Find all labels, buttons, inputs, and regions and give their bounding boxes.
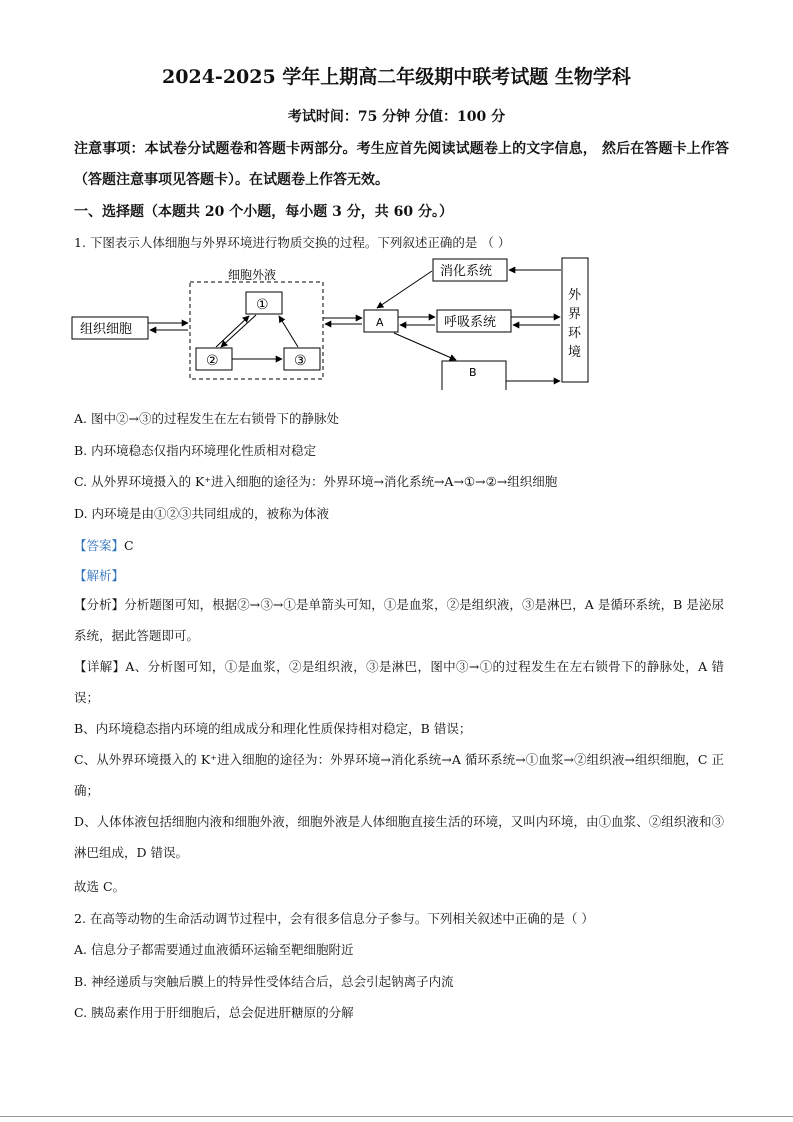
arrow-digestive-to-a: [377, 271, 432, 308]
q1-option-a: A. 图中②→③的过程发生在左右锁骨下的静脉处: [74, 411, 339, 426]
q1-stem: 1. 下图表示人体细胞与外界环境进行物质交换的过程。下列叙述正确的是 （ ）: [74, 235, 511, 250]
analysis-tag: 【解析】: [74, 568, 125, 583]
notice: 注意事项：本试卷分试题卷和答题卡两部分。考生应首先阅读试题卷上的文字信息， 然后在答题卡上作答（答题注意事项见答题卡）。在试题卷上作答无效。: [74, 141, 729, 188]
tissue-cell-label: 组织细胞: [80, 322, 133, 337]
fenxi-tag: 【分析】: [74, 597, 125, 612]
answer-value: C: [124, 538, 134, 553]
external-char: 境: [568, 345, 582, 360]
external-char: 环: [568, 326, 582, 341]
detail-a-text: A、分析图可知，①是血浆，②是组织液，③是淋巴，图中③→①的过程发生在左右锁骨下的静脉处，A 错误；: [74, 659, 724, 705]
node-b-label: B: [469, 366, 477, 379]
page-bottom-rule: [0, 1116, 793, 1117]
fenxi-para: [74, 589, 724, 651]
extracellular-label: 细胞外液: [228, 268, 277, 282]
q2-option-c: C. 胰岛素作用于肝细胞后，总会促进肝糖原的分解: [74, 1005, 354, 1020]
q2-stem: 2. 在高等动物的生命活动调节过程中，会有很多信息分子参与。下列相关叙述中正确的是（ ）: [74, 911, 594, 926]
respiratory-label: 呼吸系统: [444, 315, 497, 330]
arrow-3-to-1: [279, 316, 298, 347]
detail-para: [74, 651, 724, 713]
arrow-2-to-1: [216, 316, 249, 347]
node3-label: ③: [294, 353, 307, 369]
q2-option-b: B. 神经递质与突触后膜上的特异性受体结合后，总会引起钠离子内流: [74, 974, 454, 989]
arrow-1-to-2: [221, 315, 256, 347]
digestive-label: 消化系统: [440, 264, 493, 279]
section-title: 一、选择题（本题共 20 个小题，每小题 3 分，共 60 分。）: [74, 204, 453, 220]
q1-diagram: [70, 255, 600, 390]
external-char: 外: [568, 288, 582, 303]
conclusion: 故选 C。: [74, 879, 126, 894]
node-a-label: A: [376, 316, 384, 329]
q1-option-c: C. 从外界环境摄入的 K⁺进入细胞的途径为：外界环境→消化系统→A→①→②→组织细胞: [74, 474, 558, 489]
page-title: 2024-2025 学年上期高二年级期中联考试题 生物学科: [162, 66, 631, 88]
external-char: 界: [568, 307, 582, 322]
answer-tag: 【答案】: [74, 538, 125, 553]
exam-info: 考试时间：75 分钟 分值：100 分: [287, 109, 506, 125]
detail-tag: 【详解】: [74, 659, 126, 674]
node2-label: ②: [206, 353, 219, 369]
arrow-a-to-b: [394, 333, 456, 360]
q1-option-d: D. 内环境是由①②③共同组成的，被称为体液: [74, 506, 330, 521]
fenxi-text: 分析题图可知，根据②→③→①是单箭头可知，①是血浆，②是组织液，③是淋巴，A 是循环系统，B 是泌尿系统，据此答题即可。: [74, 597, 724, 643]
detail-c: C、从外界环境摄入的 K⁺进入细胞的途径为：外界环境→消化系统→A 循环系统→①血浆→②组织液→组织细胞，C 正确；: [74, 752, 724, 798]
node1-label: ①: [256, 297, 269, 313]
detail-b: B、内环境稳态指内环境的组成成分和理化性质保持相对稳定，B 错误；: [74, 721, 472, 736]
detail-d: D、人体体液包括细胞内液和细胞外液，细胞外液是人体细胞直接生活的环境，又叫内环境，由①血浆、②组织液和③淋巴组成，D 错误。: [74, 814, 724, 860]
q2-option-a: A. 信息分子都需要通过血液循环运输至靶细胞附近: [74, 942, 354, 957]
answer-line: [74, 536, 134, 554]
q1-option-b: B. 内环境稳态仅指内环境理化性质相对稳定: [74, 443, 317, 458]
